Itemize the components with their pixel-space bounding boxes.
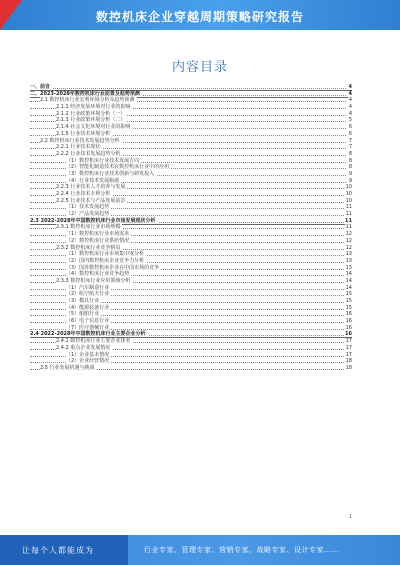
toc-entry-text: （1）数控机床行业市场需求 — [66, 231, 130, 238]
toc-entry-page: 17 — [345, 338, 352, 345]
toc-entry-page: 5 — [348, 117, 352, 124]
toc-entry-text: 2.2.4 行业技术专利分析 — [56, 191, 111, 197]
toc-entry[interactable] — [30, 258, 352, 265]
toc-title: 内容目录 — [171, 60, 228, 75]
toc-entry-text: 2.2 数控机床行业技术发展趋势分析 — [40, 137, 120, 144]
toc-entry-text: （5）船舶行业 — [66, 311, 100, 318]
toc-entry[interactable] — [30, 231, 352, 238]
toc-entry-page: 4 — [348, 97, 352, 104]
toc-entry[interactable] — [30, 345, 352, 352]
toc-entry-text: （4）能源装备行业 — [66, 304, 110, 311]
toc-entry-text: 2.4 2022-2028年中国数控机床行业主要企业分析 — [30, 331, 146, 338]
toc-entry-page: 15 — [345, 298, 352, 304]
toc-entry-text: 2.5 行业发展机遇与挑战 — [40, 364, 95, 371]
toc-entry-text: （6）电子信息行业 — [66, 318, 110, 325]
toc-entry-text: （1）数控机床行业市场集中度分析 — [66, 251, 145, 258]
footer-banner — [0, 535, 400, 565]
toc-entry-page: 15 — [345, 291, 352, 298]
toc-entry-text: 2.3 2022-2028年中国数控机床行业市场发展现状分析 — [30, 217, 156, 224]
toc-entry-page: 9 — [348, 170, 352, 177]
toc-entry-text: （1）技术发展趋势 — [66, 204, 110, 211]
toc-entry-page: 8 — [348, 150, 352, 157]
toc-entry-text: （4）行业技术发展瓶颈 — [66, 177, 120, 184]
toc-entry-text: 一、前言 — [30, 84, 51, 90]
toc-entry-text: （2）产品发展趋势 — [66, 211, 110, 218]
toc-entry-text: 2.3.2 数控机床行业竞争格局 — [56, 244, 121, 251]
toc-entry-page: 6 — [348, 130, 352, 137]
toc-entry-page: 12 — [345, 231, 352, 238]
toc-entry-page: 8 — [348, 157, 352, 164]
toc-entry-page: 17 — [345, 344, 352, 351]
toc-entry-text: 2.3.1 数控机床行业市场规模 — [56, 224, 121, 231]
toc-entry[interactable] — [30, 164, 352, 171]
toc-entry-page: 9 — [348, 177, 352, 184]
footer-slogan-left: 让每个人都能成为 — [22, 546, 94, 555]
toc-entry-page: 7 — [348, 144, 352, 151]
toc-entry-text: 2.1.1 经济发展环境对行业的影响 — [56, 104, 131, 111]
toc-entry[interactable] — [30, 171, 352, 178]
toc-entry-page: 4 — [348, 90, 352, 97]
toc-entry[interactable] — [30, 338, 352, 345]
toc-entry[interactable] — [30, 271, 352, 278]
toc-entry-page: 16 — [345, 331, 352, 338]
toc-entry-text: （4）数控机床行业竞争趋势 — [66, 271, 130, 278]
toc-entry[interactable] — [30, 291, 352, 298]
toc-entry-text: （2）智能化制造技术在数控机床行业中的应用 — [66, 164, 170, 171]
toc-entry[interactable] — [30, 251, 352, 258]
toc-entry[interactable] — [30, 211, 352, 218]
toc-entry-page: 11 — [345, 224, 352, 231]
toc-entry-text: （2）数控机床行业供给情况 — [66, 237, 130, 244]
toc-entry-page: 18 — [345, 364, 352, 371]
toc-entry-text: （2）企业经营情况 — [66, 358, 110, 365]
toc-entry-page: 4 — [348, 84, 352, 90]
toc-entry-page: 18 — [345, 358, 352, 365]
toc-entry[interactable] — [30, 365, 352, 372]
toc-entry-text: （2）国内数控机床企业竞争力分析 — [66, 257, 145, 264]
toc-entry[interactable] — [30, 278, 352, 285]
toc-entry[interactable] — [30, 191, 352, 198]
footer-slogan-box — [0, 535, 128, 565]
footer-slogan-right: 行业专家、管理专家、营销专家、战略专家、设计专家…… — [144, 546, 339, 554]
toc-entry-page: 13 — [345, 264, 352, 271]
toc-entry-page: 10 — [345, 184, 352, 191]
toc-entry-page: 12 — [345, 244, 352, 251]
toc-entry-text: （1）汽车制造行业 — [66, 284, 110, 291]
toc-entry[interactable] — [30, 144, 352, 151]
toc-entry[interactable] — [30, 318, 352, 325]
toc-entry-text: （2）航空航天行业 — [66, 291, 110, 298]
toc-entry[interactable] — [30, 184, 352, 191]
toc-entry-page: 15 — [345, 304, 352, 311]
toc-entry-page: 10 — [345, 191, 352, 197]
toc-entry-text: （1）数控机床行业技术发展方向 — [66, 157, 140, 164]
toc-entry-text: （3）国外数控机床企业在中国市场的竞争 — [66, 264, 160, 271]
toc-entry-page: 12 — [345, 237, 352, 244]
toc-entry[interactable] — [30, 124, 352, 131]
toc-entry[interactable] — [30, 238, 352, 245]
toc-entry-page: 4 — [348, 110, 352, 117]
toc-entry-text: （7）医疗器械行业 — [66, 324, 110, 331]
toc-entry-page: 16 — [345, 324, 352, 331]
toc-entry-page: 14 — [345, 277, 352, 284]
toc-entry-text: 2.3.3 数控机床行业应用领域分析 — [56, 277, 131, 284]
toc-entry-page: 17 — [345, 351, 352, 358]
toc-entry-page: 16 — [345, 311, 352, 318]
toc-entry-page: 14 — [345, 271, 352, 278]
toc-entry-text: 2.2.3 行业技术人才培养与发展 — [56, 184, 126, 191]
toc-entry-text: 2.4.2 重点企业发展情况 — [56, 344, 111, 351]
table-of-contents — [30, 84, 352, 372]
toc-entry-text: 2.1.4 社会文化环境对行业的影响 — [56, 124, 131, 131]
toc-entry-text: 2.2.2 行业技术发展趋势分析 — [56, 150, 121, 157]
toc-entry[interactable] — [30, 358, 352, 365]
page-number: 1 — [348, 514, 352, 520]
toc-entry-text: （3）数控机床行业技术创新与研发投入 — [66, 170, 155, 177]
toc-entry-page: 13 — [345, 251, 352, 258]
toc-entry-text: 2.4.1 数控机床行业主要企业排名 — [56, 338, 131, 345]
toc-entry-page: 4 — [348, 104, 352, 111]
toc-entry-text: 2.1.3 行业政策环境分析（二） — [56, 117, 126, 124]
toc-entry-text: 2.1.5 行业技术环境分析 — [56, 130, 111, 137]
toc-entry-page: 10 — [345, 197, 352, 204]
toc-entry-page: 8 — [348, 164, 352, 171]
toc-entry-page: 16 — [345, 318, 352, 325]
toc-entry[interactable] — [30, 104, 352, 111]
toc-entry-page: 11 — [345, 211, 352, 218]
toc-entry-page: 6 — [348, 124, 352, 131]
toc-entry-page: 7 — [348, 137, 352, 144]
toc-entry-page: 13 — [345, 257, 352, 264]
toc-entry-text: （1）企业基本情况 — [66, 351, 110, 358]
header-banner — [0, 0, 400, 30]
toc-entry-page: 11 — [345, 204, 352, 211]
toc-entry-text: 二、2023-2028年数控机床行业前景及趋势预测 — [30, 90, 140, 97]
toc-entry[interactable] — [30, 298, 352, 305]
report-title: 数控机床企业穿越周期策略研究报告 — [95, 10, 304, 24]
toc-entry[interactable] — [30, 84, 352, 91]
toc-entry-text: 2.2.1 行业技术现状 — [56, 144, 101, 151]
toc-entry[interactable] — [30, 131, 352, 138]
toc-entry-page: 11 — [345, 217, 352, 224]
toc-entry[interactable] — [30, 151, 352, 158]
toc-entry-text: 2.2.5 行业技术与产品发展前景 — [56, 197, 126, 204]
toc-entry-page: 14 — [345, 284, 352, 291]
dot-leader — [30, 88, 346, 89]
toc-entry-text: （3）模具行业 — [66, 298, 100, 304]
toc-entry-text: 2.1.2 行业政策环境分析（一） — [56, 110, 126, 117]
toc-entry-text: 2.1 数控机床行业宏观环境分析及趋势预测 — [40, 97, 135, 104]
